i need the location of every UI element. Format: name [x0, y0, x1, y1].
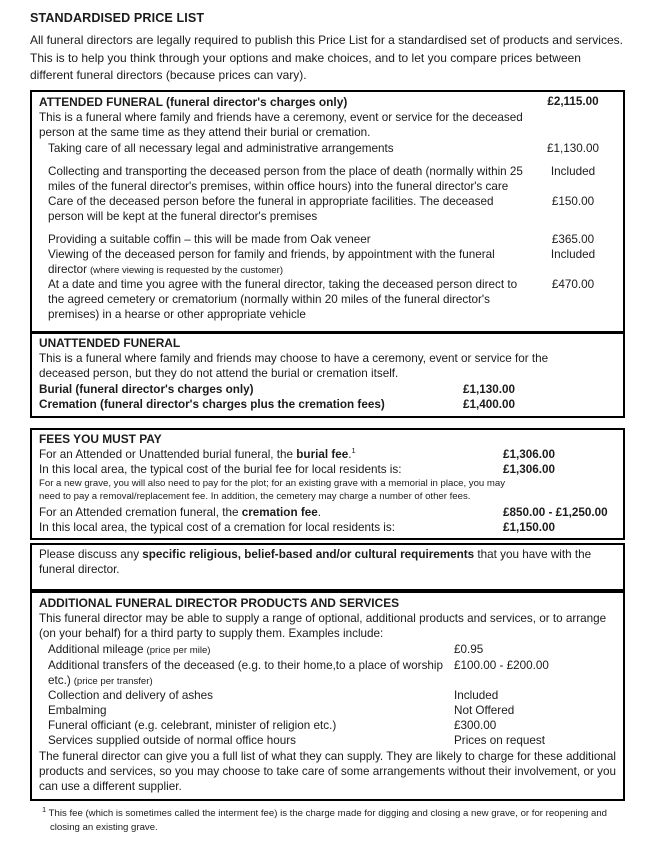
- row-price: £300.00: [454, 719, 497, 732]
- row-price: £100.00 - £200.00: [454, 658, 549, 672]
- price-row: [39, 397, 616, 412]
- fees-you-must-pay-section: [30, 428, 625, 540]
- additional-products-section: [30, 591, 625, 801]
- row-price: £1,400.00: [463, 398, 515, 411]
- price-row: [39, 520, 616, 535]
- row-label: In this local area, the typical cost of a cremation for local residents is:: [39, 521, 395, 534]
- price-row: [39, 247, 616, 278]
- attended-funeral-section: [30, 90, 625, 334]
- attended-heading-row: [39, 94, 616, 110]
- additional-outro: The funeral director can give you a full list of what they can supply. They are likely to charge for these additional products and services, so you may choose to take care of some arrangements without their involvement, or you can use a different supplier.: [39, 750, 616, 793]
- row-price: £0.95: [454, 643, 484, 656]
- row-price: Included: [550, 164, 596, 178]
- row-price: £1,306.00: [503, 448, 555, 461]
- row-price: £150.00: [551, 194, 595, 208]
- page-title: STANDARDISED PRICE LIST: [30, 11, 205, 25]
- row-price: £470.00: [551, 278, 595, 291]
- price-row: [39, 718, 616, 733]
- row-label: Viewing of the deceased person for family and friends, by appointment with the funeral director (where viewing is requested by the customer): [48, 247, 495, 276]
- footnote-marker: 1: [351, 446, 356, 456]
- row-note: (price per mile): [146, 645, 211, 656]
- row-label: For an Attended or Unattended burial funeral, the burial fee.$^1$: [39, 446, 356, 461]
- footnote-marker: 1: [42, 804, 47, 814]
- price-row: [39, 194, 616, 224]
- row-price: £365.00: [551, 232, 595, 246]
- unattended-description: This is a funeral where family and friends may choose to have a ceremony, event or service for the deceased person, but they do not attend the burial or cremation itself.: [39, 352, 549, 380]
- row-price: Not Offered: [454, 704, 515, 717]
- row-label: At a date and time you agree with the funeral director, taking the deceased person direct to the agreed cemetery or crematorium (normally within 20 miles of the funeral director's premises) in a hearse or other appropriate vehicle: [48, 278, 518, 321]
- row-label: Cremation (funeral director's charges plus the cremation fees): [39, 398, 385, 411]
- attended-description: This is a funeral where family and friends have a ceremony, event or service for the deceased person at the same time as they attend their burial or cremation.: [39, 110, 523, 139]
- price-row: [39, 733, 616, 748]
- intro-paragraph: All funeral directors are legally required to publish this Price List for a standardised set of products and services. This is to help you think through your options and make choices, and to let you compare prices between different funeral directors (because prices can vary).: [30, 33, 623, 82]
- row-price: £1,130.00: [547, 141, 599, 155]
- discuss-requirements-section: [30, 543, 625, 591]
- price-row: [39, 703, 616, 718]
- row-label: In this local area, the typical cost of the burial fee for local residents is:: [39, 463, 402, 476]
- attended-total-price: £2,115.00: [547, 94, 599, 108]
- row-note: (price per transfer): [73, 675, 153, 687]
- row-label: Collection and delivery of ashes: [48, 689, 214, 702]
- row-price: Prices on request: [454, 734, 545, 747]
- row-label: Burial (funeral director's charges only): [39, 383, 254, 396]
- price-row: [39, 277, 616, 322]
- price-row: [39, 688, 616, 703]
- fees-heading: FEES YOU MUST PAY: [39, 432, 162, 446]
- grave-note: For a new grave, you will also need to pay for the plot; for an existing grave with a memorial in place, you may need to pay a removal/replacement fee. In addition, the cemetery may charge a number of other fees.: [39, 478, 506, 502]
- row-label: Additional transfers of the deceased (e.g. to their home,to a place of worship etc.) (price per transfer): [48, 658, 444, 687]
- row-price: Included: [550, 247, 596, 261]
- row-label: Services supplied outside of normal office hours: [48, 734, 296, 747]
- row-price: £1,150.00: [503, 521, 555, 534]
- row-label: Taking care of all necessary legal and administrative arrangements: [48, 141, 394, 155]
- unattended-funeral-section: [30, 332, 625, 418]
- row-label: Collecting and transporting the deceased person from the place of death (normally within 25 miles of the funeral director's premises, within office hours) into the funeral director's care: [48, 164, 523, 193]
- footnote: $^1$ This fee (which is sometimes called the interment fee) is the charge made for digging and closing a new grave, or for reopening and closing an existing grave.: [42, 804, 607, 833]
- price-row: [39, 141, 616, 156]
- row-label: Additional mileage (price per mile): [48, 643, 211, 656]
- row-price: £850.00 - £1,250.00: [503, 506, 608, 519]
- price-row: [39, 462, 616, 477]
- unattended-heading: UNATTENDED FUNERAL: [39, 336, 181, 350]
- row-label: Care of the deceased person before the funeral in appropriate facilities. The deceased person will be kept at the funeral director's premises: [48, 194, 494, 223]
- row-price: £1,306.00: [503, 463, 555, 476]
- row-price: Included: [454, 689, 499, 702]
- additional-intro: This funeral director may be able to supply a range of optional, additional products and services, or to arrange (on your behalf) for a third party to supply them. Examples include:: [39, 612, 607, 640]
- row-label: Funeral officiant (e.g. celebrant, minister of religion etc.): [48, 719, 337, 732]
- price-row: [39, 642, 616, 658]
- attended-items: [39, 141, 616, 323]
- discuss-paragraph: Please discuss any specific religious, belief-based and/or cultural requirements that you have with the funeral director.: [39, 548, 592, 576]
- price-row: [39, 382, 616, 397]
- price-row: [39, 232, 616, 247]
- row-label: For an Attended cremation funeral, the cremation fee.: [39, 506, 321, 519]
- price-row: [39, 164, 616, 194]
- row-label: Embalming: [48, 704, 107, 717]
- additional-heading: ADDITIONAL FUNERAL DIRECTOR PRODUCTS AND SERVICES: [39, 596, 400, 610]
- additional-items: [39, 642, 616, 748]
- row-price: £1,130.00: [463, 383, 515, 396]
- row-note: (where viewing is requested by the customer): [89, 264, 284, 276]
- row-label: Providing a suitable coffin – this will be made from Oak veneer: [48, 232, 371, 246]
- price-row: [39, 447, 616, 462]
- price-row: [39, 505, 616, 520]
- attended-heading: ATTENDED FUNERAL (funeral director's charges only): [39, 94, 348, 109]
- price-row: [39, 658, 616, 689]
